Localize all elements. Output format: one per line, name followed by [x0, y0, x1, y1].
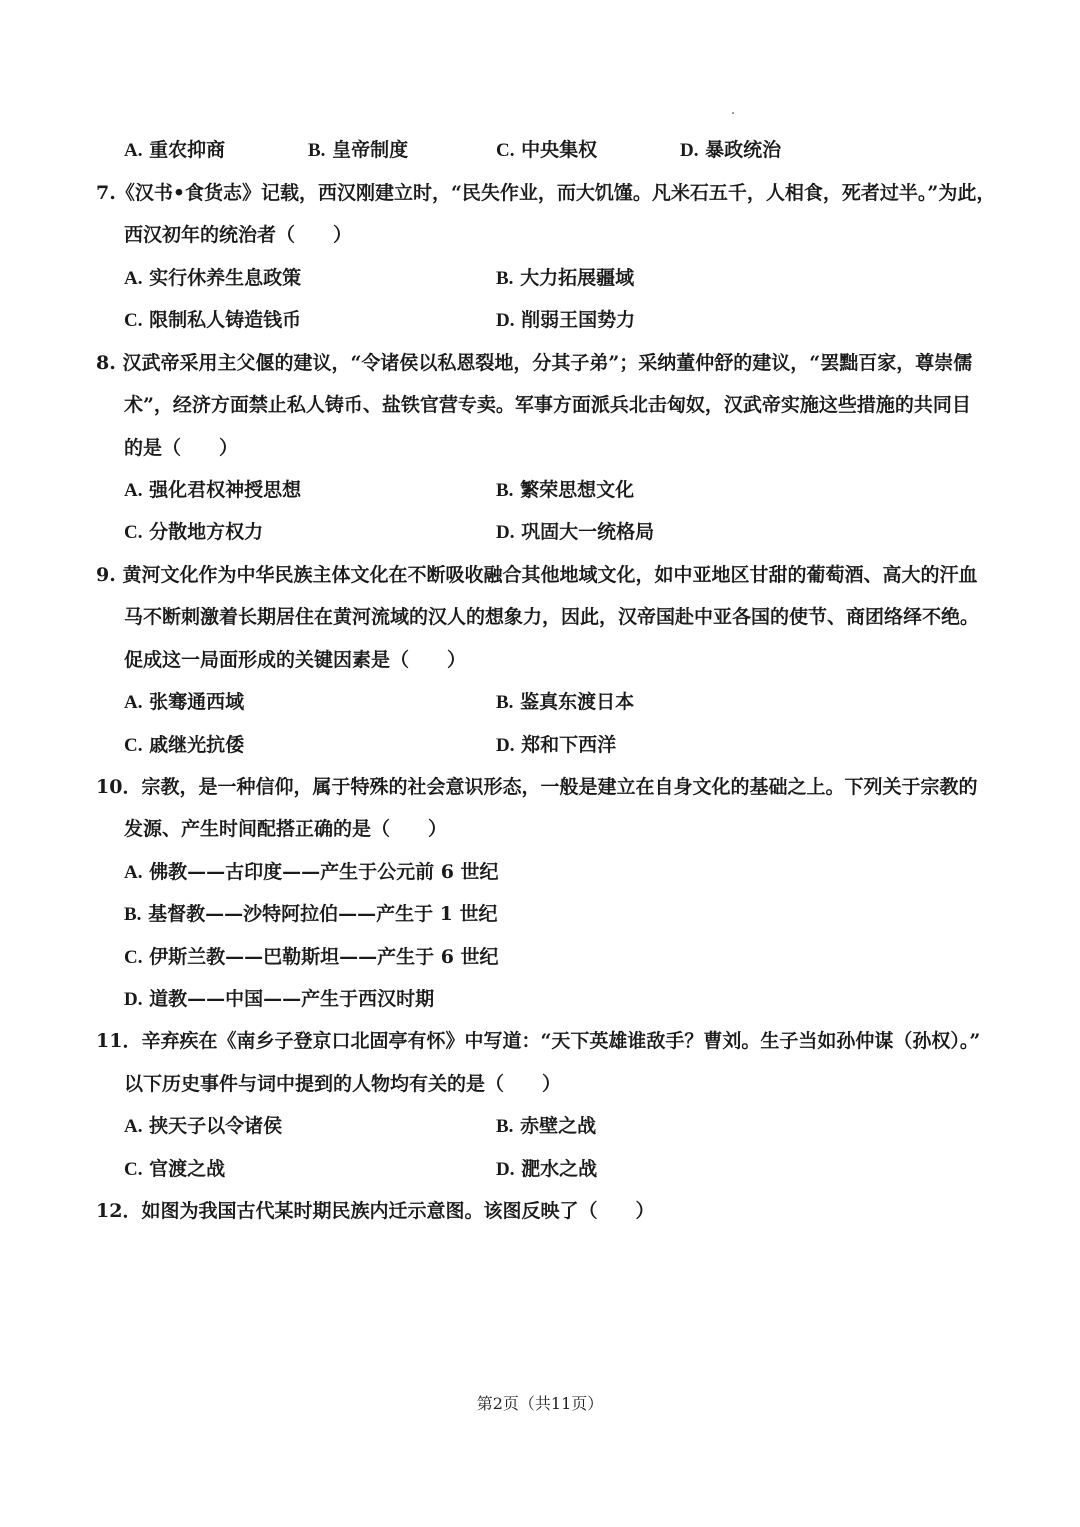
q10-option-a-row	[0, 856, 1080, 888]
q11-option-b: B. 赤壁之战	[496, 1115, 597, 1137]
q10-stem-line1: 10．宗教，是一种信仰，属于特殊的社会意识形态，一般是建立在自身文化的基础之上。下列关于宗教的	[96, 776, 978, 798]
q9-option-b: B. 鉴真东渡日本	[496, 691, 635, 713]
q6-option-c: C. 中央集权	[496, 139, 598, 161]
q10-option-d-row	[0, 983, 1080, 1015]
q10-option-a: A. 佛教——古印度——产生于公元前 6 世纪	[124, 861, 499, 883]
q9-options-row1	[0, 686, 1080, 718]
q11-options-row2	[0, 1153, 1080, 1185]
q8-options-row1	[0, 474, 1080, 506]
q8-option-c: C. 分散地方权力	[124, 521, 264, 543]
q6-option-b: B. 皇帝制度	[308, 139, 409, 161]
q8-option-d: D. 巩固大一统格局	[496, 521, 655, 543]
q7-options-row1	[0, 262, 1080, 294]
q9-stem-line3: 促成这一局面形成的关键因素是（ ）	[124, 649, 467, 671]
q10-option-b-row	[0, 898, 1080, 930]
q11-option-c: C. 官渡之战	[124, 1158, 226, 1180]
q10-stem-line2: 发源、产生时间配搭正确的是（ ）	[124, 818, 448, 840]
q9-stem-line2: 马不断刺激着长期居住在黄河流域的汉人的想象力，因此，汉帝国赴中亚各国的使节、商团络绎不绝。	[124, 606, 980, 628]
q10-option-c-row	[0, 941, 1080, 973]
page-number-footer: 第2页（共11页）	[476, 1394, 604, 1413]
q12-stem-line1: 12．如图为我国古代某时期民族内迁示意图。该图反映了（ ）	[96, 1200, 655, 1222]
q8-option-b: B. 繁荣思想文化	[496, 479, 635, 501]
q7-stem-line1: 7.《汉书•食货志》记载，西汉刚建立时，“民失作业，而大饥馑。凡米石五千，人相食，死者过半。”为此，	[96, 182, 996, 204]
q7-stem-line2: 西汉初年的统治者（ ）	[124, 224, 353, 246]
q9-stem-line1: 9. 黄河文化作为中华民族主体文化在不断吸收融合其他地域文化，如中亚地区甘甜的葡萄酒、高大的汗血	[96, 564, 978, 586]
q10-option-d: D. 道教——中国——产生于西汉时期	[124, 988, 435, 1010]
q11-stem-line2: 以下历史事件与词中提到的人物均有关的是（ ）	[124, 1073, 562, 1095]
q8-option-a: A. 强化君权神授思想	[124, 479, 302, 501]
q11-options-row1	[0, 1110, 1080, 1142]
q7-option-b: B. 大力拓展疆域	[496, 267, 635, 289]
q11-option-d: D. 淝水之战	[496, 1158, 598, 1180]
q8-stem-line3: 的是（ ）	[124, 437, 239, 459]
q10-option-b: B. 基督教——沙特阿拉伯——产生于 1 世纪	[124, 903, 498, 925]
q9-option-a: A. 张骞通西域	[124, 691, 245, 713]
q8-stem-line1: 8. 汉武帝采用主父偃的建议，“令诸侯以私恩裂地，分其子弟”；采纳董仲舒的建议，“罢黜百家，尊崇儒	[96, 352, 973, 374]
q6-option-a: A. 重农抑商	[124, 139, 226, 161]
q9-option-c: C. 戚继光抗倭	[124, 734, 245, 756]
q6-option-d: D. 暴政统治	[680, 139, 782, 161]
q10-option-c: C. 伊斯兰教——巴勒斯坦——产生于 6 世纪	[124, 946, 499, 968]
q8-options-row2	[0, 516, 1080, 548]
q7-option-a: A. 实行休养生息政策	[124, 267, 302, 289]
q11-option-a: A. 挟天子以令诸侯	[124, 1115, 283, 1137]
q7-option-c: C. 限制私人铸造钱币	[124, 309, 302, 331]
q7-option-d: D. 削弱王国势力	[496, 309, 636, 331]
q8-stem-line2: 术”，经济方面禁止私人铸币、盐铁官营专卖。军事方面派兵北击匈奴，汉武帝实施这些措施的共同目	[124, 394, 971, 416]
q9-options-row2	[0, 729, 1080, 761]
q9-option-d: D. 郑和下西洋	[496, 734, 617, 756]
q11-stem-line1: 11．辛弃疾在《南乡子登京口北固亭有怀》中写道：“天下英雄谁敌手？曹刘。生子当如孙仲谋（孙权）。”	[96, 1030, 981, 1052]
scan-speck	[732, 112, 734, 114]
q7-options-row2	[0, 304, 1080, 336]
q6-options-row	[0, 134, 1080, 166]
